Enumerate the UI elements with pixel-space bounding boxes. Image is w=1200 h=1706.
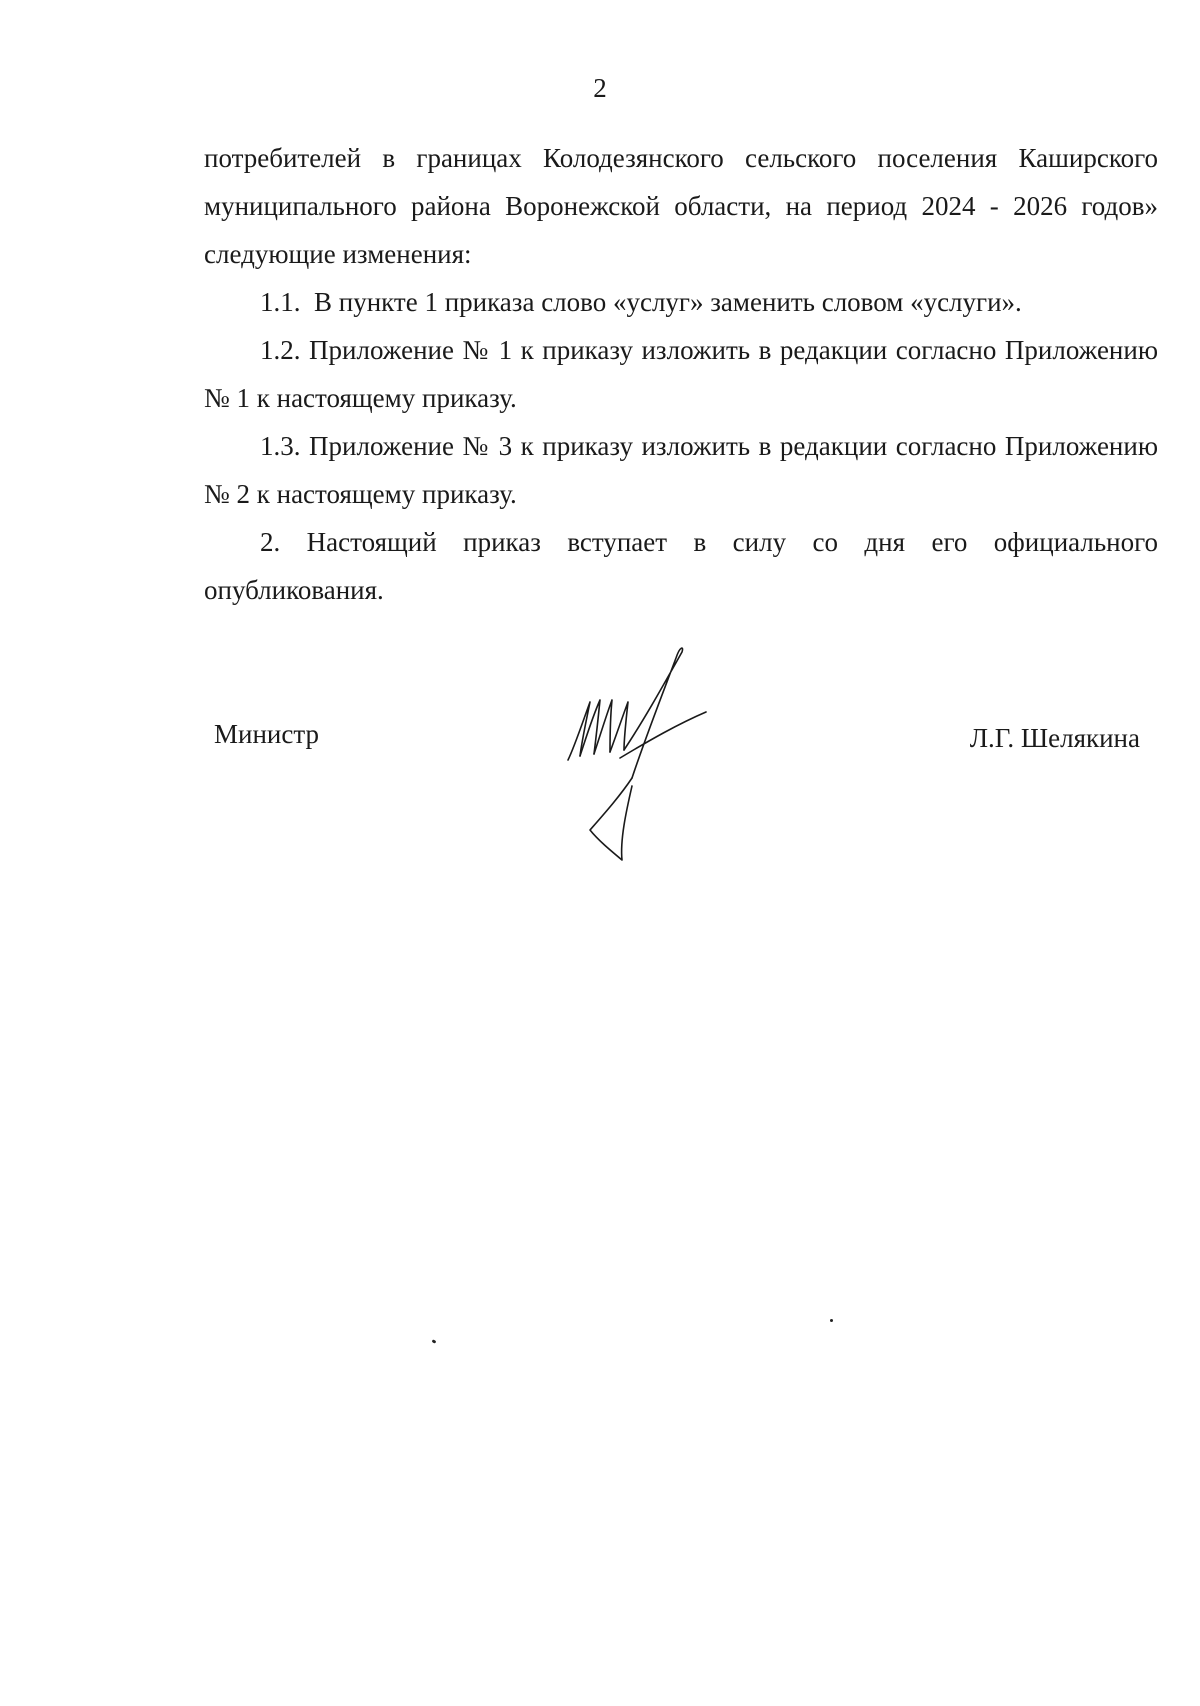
paragraph-continuation: потребителей в границах Колодезянского сельского поселения Каширского муниципального района Воронежской области, на период 2024 - 2026 годов» следующие изменения: [204,143,1158,269]
scan-speck [830,1319,833,1322]
signature-block [0,640,1200,880]
paragraph-item-2: 2. Настоящий приказ вступает в силу со дня его официального опубликования. [204,527,1158,605]
paragraph-item-1-1: 1.1. В пункте 1 приказа слово «услуг» заменить словом «услуги». [260,287,1022,317]
signatory-name: Л.Г. Шелякина [969,723,1140,753]
handwritten-signature [560,640,750,875]
document-body [204,134,1158,614]
paragraph-item-1-3: 1.3. Приложение № 3 к приказу изложить в редакции согласно Приложению № 2 к настоящему приказу. [204,431,1158,509]
page-number: 2 [593,73,607,103]
scan-speck [432,1339,437,1344]
paragraph-item-1-2: 1.2. Приложение № 1 к приказу изложить в редакции согласно Приложению № 1 к настоящему приказу. [204,335,1158,413]
signatory-position: Министр [214,719,319,749]
